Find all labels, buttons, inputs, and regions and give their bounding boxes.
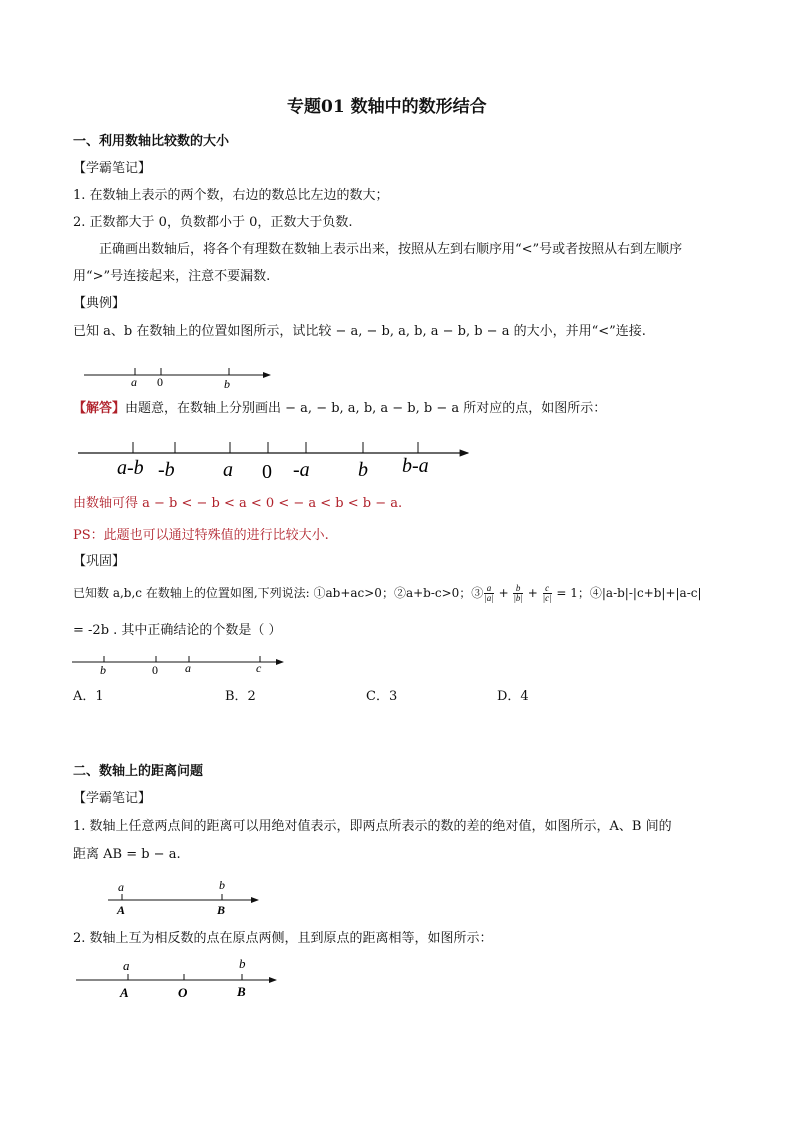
question-part2: = 1；④|a-b|-|c+b|+|a-c| — [552, 586, 702, 600]
conclusion: 由数轴可得 a − b < − b < a < 0 < − a < b < b − a. — [73, 496, 403, 511]
fig5-label-b: b — [239, 956, 246, 971]
fig2-label-a-minus-b: a-b — [117, 457, 144, 479]
fig1-label-b: b — [224, 377, 230, 391]
fig3-label-b: b — [100, 663, 106, 677]
section1-note3a: 正确画出数轴后，将各个有理数在数轴上表示出来，按照从左到右顺序用“<”号或者按照从右到左顺序 — [99, 242, 683, 257]
fig1-label-0: 0 — [157, 375, 163, 389]
practice-label: 【巩固】 — [73, 554, 126, 569]
section2-note1a: 1. 数轴上任意两点间的距离可以用绝对值表示，即两点所表示的数的差的绝对值，如图所示，A、B 间的 — [73, 819, 672, 834]
fig5-label-O: O — [178, 985, 188, 1000]
section1-notes-label: 【学霸笔记】 — [73, 161, 152, 176]
solution-label: 【解答】 — [73, 401, 126, 416]
fig2-label-neg-b: -b — [158, 459, 175, 481]
fig5-label-A: A — [120, 985, 129, 1000]
fig3-label-a: a — [185, 661, 191, 675]
fraction-3: $\frac{c}{|c|}$ — [542, 583, 552, 603]
question-part1: 已知数 a,b,c 在数轴上的位置如图,下列说法: ①ab+ac>0；②a+b-c>0；③ — [73, 586, 484, 600]
section2-note2: 2. 数轴上互为相反数的点在原点两侧，且到原点的距离相等，如图所示： — [73, 931, 493, 946]
section2-notes-label: 【学霸笔记】 — [73, 791, 152, 806]
section1-note2: 2. 正数都大于 0，负数都小于 0，正数大于负数. — [73, 215, 353, 230]
fig2-label-b: b — [358, 459, 368, 481]
fig5-label-a: a — [123, 958, 130, 973]
section1-note3b: 用“>”号连接起来，注意不要漏数. — [73, 269, 271, 284]
fig2-label-b-minus-a: b-a — [402, 455, 429, 477]
fraction-2: $\frac{b}{|b|}$ — [513, 583, 523, 603]
fig1-label-a: a — [131, 375, 137, 389]
fig4-label-b: b — [219, 878, 225, 892]
page-title: 专题01 数轴中的数形结合 — [287, 97, 487, 117]
question-line1: 已知数 a,b,c 在数轴上的位置如图,下列说法: ①ab+ac>0；②a+b-c>0；③ $\frac{a}{|a|}$ + $\frac{b}{|b|}$ + $\frac{c}{|c|}$ = 1；④|a-b|-|c+b|+|a-c| — [73, 583, 702, 603]
option-a[interactable]: A．1 — [73, 689, 104, 704]
fraction-1: $\frac{a}{|a|}$ — [484, 583, 494, 603]
section2-heading: 二、数轴上的距离问题 — [73, 764, 204, 779]
example-text: 已知 a、b 在数轴上的位置如图所示，试比较 − a, − b, a, b, a − b, b − a 的大小，并用“<”连接. — [73, 324, 646, 339]
fig3-label-0: 0 — [152, 663, 158, 677]
option-b[interactable]: B．2 — [225, 689, 256, 704]
fig4-label-A: A — [117, 903, 126, 917]
option-d[interactable]: D．4 — [497, 689, 529, 704]
fig2-label-neg-a: -a — [293, 459, 310, 481]
section1-heading: 一、利用数轴比较数的大小 — [73, 134, 230, 149]
fig3-label-c: c — [256, 661, 262, 675]
section1-note1: 1. 在数轴上表示的两个数，右边的数总比左边的数大； — [73, 188, 389, 203]
fig2-label-0: 0 — [262, 461, 272, 483]
question-line2: = -2b . 其中正确结论的个数是（ ） — [73, 623, 282, 638]
solution-text: 由题意，在数轴上分别画出 − a, − b, a, b, a − b, b − a 所对应的点，如图所示： — [125, 401, 607, 416]
option-c[interactable]: C．3 — [366, 689, 398, 704]
fig2-label-a: a — [223, 459, 233, 481]
fig4-label-a: a — [118, 880, 124, 894]
ps-note: PS：此题也可以通过特殊值的进行比较大小. — [73, 528, 329, 543]
section2-note1b: 距离 AB = b − a. — [73, 847, 181, 862]
fig5-label-B: B — [237, 984, 246, 999]
fig4-label-B: B — [217, 903, 226, 917]
example-label: 【典例】 — [73, 296, 126, 311]
